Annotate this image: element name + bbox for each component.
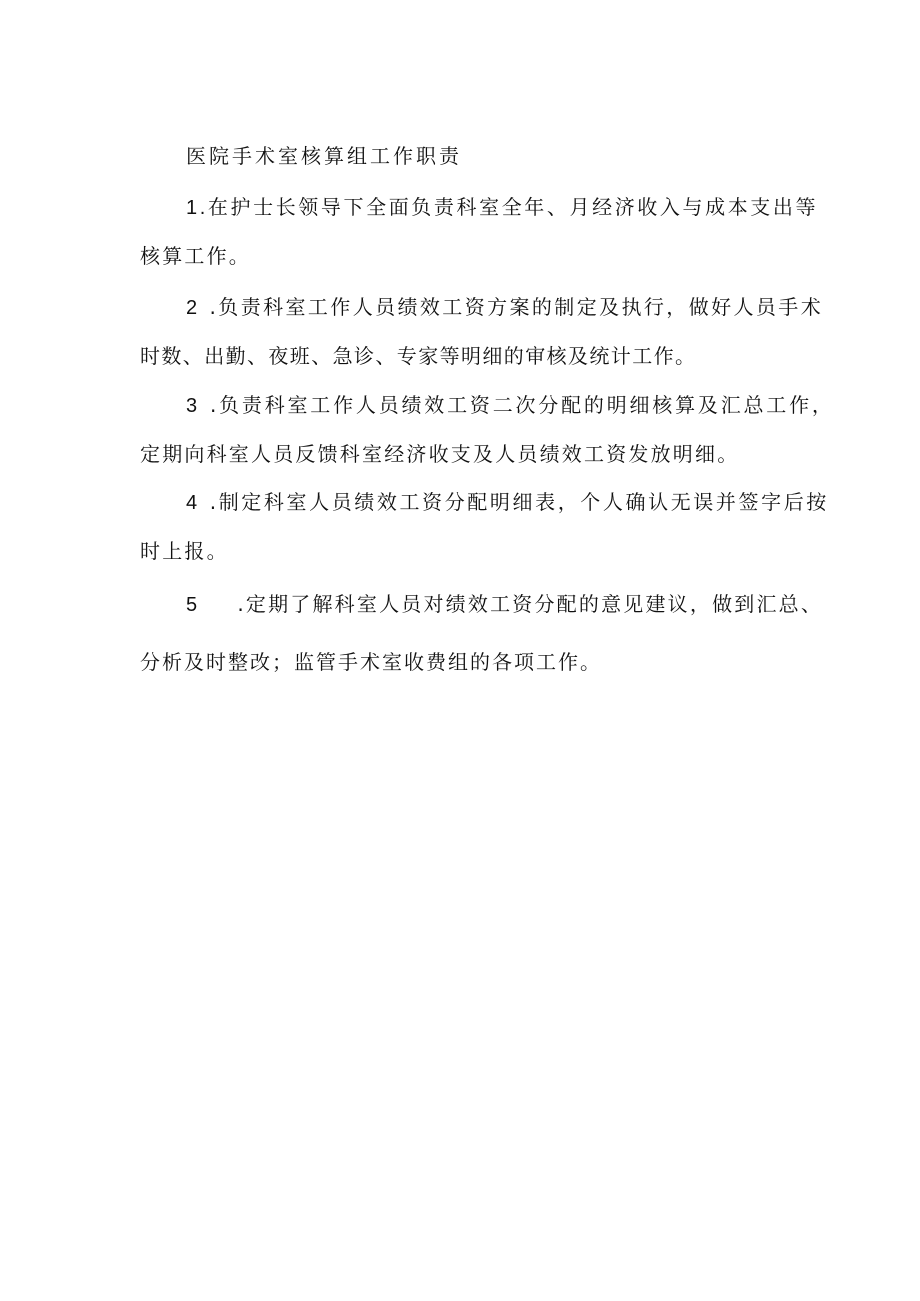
item-3-line-2: 定期向科室人员反馈科室经济收支及人员绩效工资发放明细。 xyxy=(140,442,740,466)
item-5-line-1 xyxy=(186,590,823,619)
item-3-line-1 xyxy=(186,391,835,420)
item-5-text: .定期了解科室人员对绩效工资分配的意见建议，做到汇总、 xyxy=(237,592,824,616)
item-5-number: 5 xyxy=(186,594,200,616)
item-1-text: 在护士长领导下全面负责科室全年、月经济收入与成本支出等 xyxy=(207,195,819,219)
item-4-text: .制定科室人员绩效工资分配明细表，个人确认无误并签字后按 xyxy=(209,490,829,514)
item-2-text: .负责科室工作人员绩效工资方案的制定及执行，做好人员手术 xyxy=(209,295,824,319)
item-2-number: 2 xyxy=(186,297,200,319)
item-1-line-2: 核算工作。 xyxy=(140,244,251,268)
item-4-line-2: 时上报。 xyxy=(140,539,229,563)
item-3-text: .负责科室工作人员绩效工资二次分配的明细核算及汇总工作， xyxy=(209,393,835,417)
item-4-number: 4 xyxy=(186,492,200,514)
item-1-number: 1. xyxy=(186,197,208,219)
item-2-line-1 xyxy=(186,293,823,322)
document-title: 医院手术室核算组工作职责 xyxy=(186,144,462,168)
item-5-line-2: 分析及时整改；监管手术室收费组的各项工作。 xyxy=(140,650,602,674)
item-2-line-2: 时数、出勤、夜班、急诊、专家等明细的审核及统计工作。 xyxy=(140,344,697,368)
item-4-line-1 xyxy=(186,488,829,517)
item-1-line-1 xyxy=(186,193,818,222)
item-3-number: 3 xyxy=(186,395,200,417)
